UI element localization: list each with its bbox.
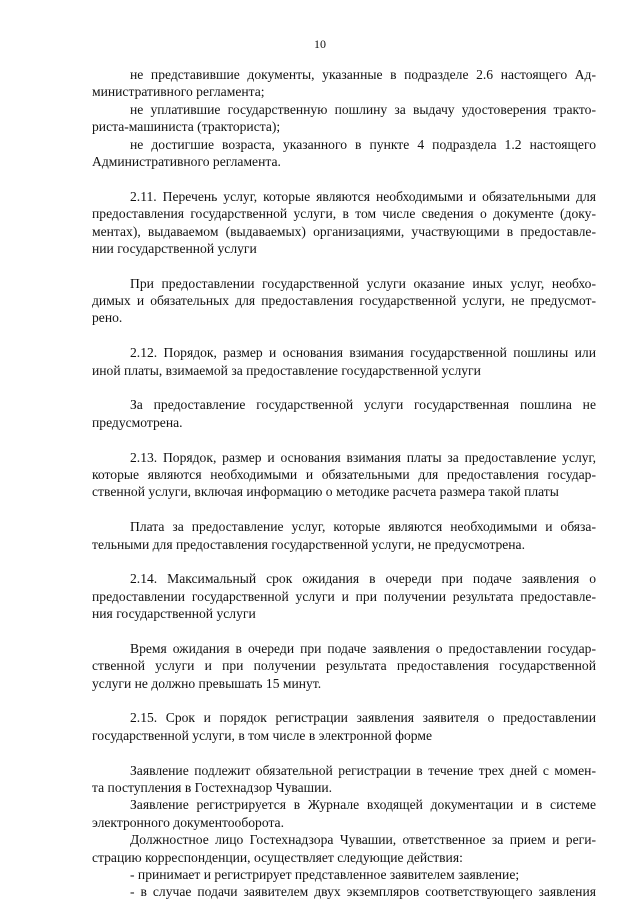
paragraph-gap [92, 170, 596, 187]
text-line: тельными для предоставления государственной услуги, не предусмотрена. [92, 536, 525, 552]
text-line: 2.15. Срок и порядок регистрации заявления заявителя о предоставлении [130, 710, 596, 726]
paragraph-gap [92, 379, 596, 396]
text-line: За предоставление государственной услуги государственная пошлина не [130, 397, 596, 413]
text-line: электронного документооборота. [92, 814, 284, 830]
text-line: предоставления государственной услуги, в том числе сведения о документе (доку- [92, 206, 596, 222]
text-line: которые являются необходимыми и обязательными для предоставления государ- [92, 466, 596, 482]
text-line: не представившие документы, указанные в подразделе 2.6 настоящего Ад- [130, 67, 596, 82]
text-line: услуги не должно превышать 15 минут. [92, 675, 322, 691]
text-line: димых и обязательных для предоставления государственной услуги, не предусмот- [92, 293, 596, 309]
text-line: рено. [92, 310, 123, 326]
text-line: та поступления в Гостехнадзор Чувашии. [92, 780, 333, 796]
text-line: ственной услуги, включая информацию о методике расчета размера такой платы [92, 484, 559, 500]
text-line: нии государственной услуги [92, 240, 257, 256]
text-line: иной платы, взимаемой за предоставление государственной услуги [92, 362, 481, 378]
paragraph-gap [92, 744, 596, 761]
text-line: - в случае подачи заявителем двух экземпляров соответствующего заявления [130, 884, 596, 900]
text-line: Плата за предоставление услуг, которые являются необходимыми и обяза- [130, 519, 596, 535]
paragraph-gap [92, 257, 596, 274]
text-line: - принимает и регистрирует представленное заявителем заявление; [130, 866, 520, 882]
text-line: 2.14. Максимальный срок ожидания в очереди при подаче заявления о [130, 571, 596, 587]
text-line: ственной услуги и при получении результата предоставления государственной [92, 658, 596, 674]
text-line: 2.11. Перечень услуг, которые являются необходимыми и обязательными для [130, 188, 596, 204]
text-line: Заявление подлежит обязательной регистрации в течение трех дней с момен- [130, 762, 596, 778]
text-line: Заявление регистрируется в Журнале входящей документации и в системе [130, 797, 596, 813]
text-line: 2.13. Порядок, размер и основания взимания платы за предоставление услуг, [130, 449, 596, 465]
text-line: При предоставлении государственной услуги оказание иных услуг, необхо- [130, 275, 596, 291]
paragraph-gap [92, 501, 596, 518]
document-body [92, 66, 596, 901]
text-line: не уплатившие государственную пошлину за выдачу удостоверения тракто- [130, 101, 596, 117]
text-line: государственной услуги, в том числе в электронной форме [92, 727, 433, 743]
text-line: Время ожидания в очереди при подаче заявления о предоставлении государ- [130, 640, 596, 656]
text-line: риста-машиниста (тракториста); [92, 119, 281, 135]
paragraph-gap [92, 431, 596, 448]
paragraph-gap [92, 327, 596, 344]
paragraph-gap [92, 692, 596, 709]
text-line: 2.12. Порядок, размер и основания взимания государственной пошлины или [130, 345, 596, 361]
text-line: страцию корреспонденции, осуществляет следующие действия: [92, 849, 463, 865]
text-line: Должностное лицо Гостехнадзора Чувашии, ответственное за прием и реги- [130, 832, 596, 848]
text-line: Административного регламента. [92, 153, 281, 169]
text-line: не достигшие возраста, указанного в пункте 4 подраздела 1.2 настоящего [130, 136, 596, 152]
paragraph-gap [92, 553, 596, 570]
text-line: ментах), выдаваемом (выдаваемых) организациями, участвующими в предоставле- [92, 223, 596, 239]
text-line: ния государственной услуги [92, 606, 256, 622]
text-line: предусмотрена. [92, 414, 183, 430]
paragraph-gap [92, 623, 596, 640]
text-line: министративного регламента; [92, 84, 265, 100]
text-line: предоставлении государственной услуги и при получении результата предоставле- [92, 588, 596, 604]
page-number: 10 [314, 37, 326, 51]
